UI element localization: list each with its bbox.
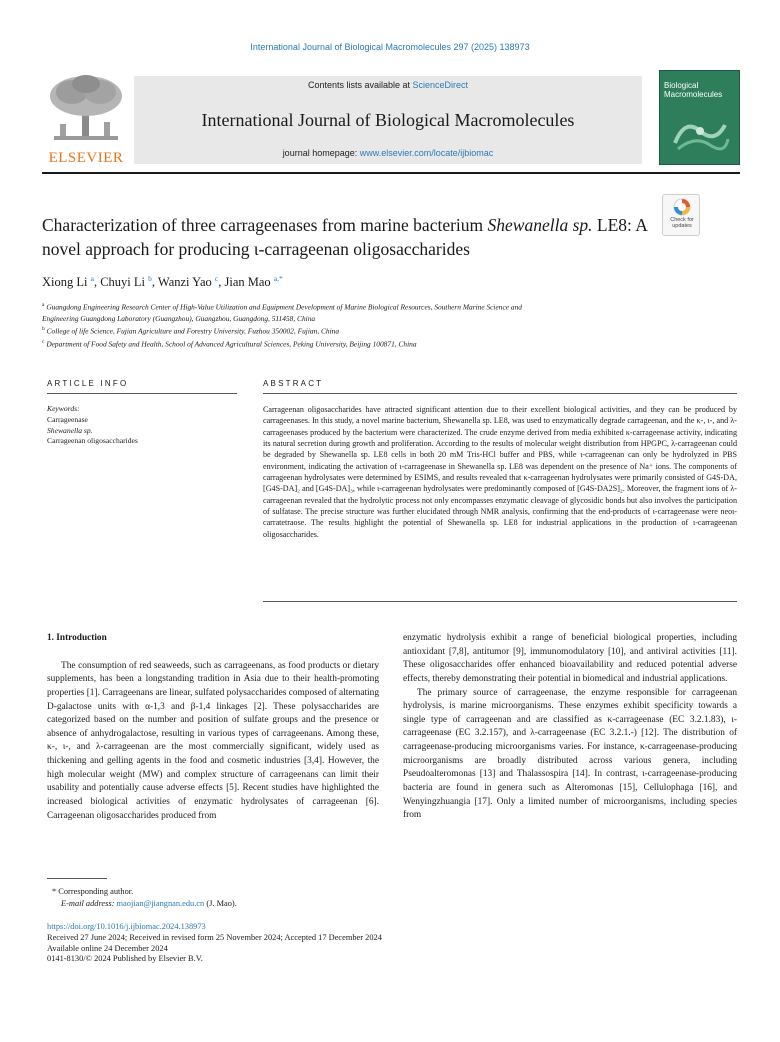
affiliation-mark: a <box>42 302 45 308</box>
author-name[interactable]: Jian Mao <box>224 275 271 290</box>
author-list: Xiong Li $^a$, Chuyi Li $^b$, Wanzi Yao $^c$, Jian Mao $^{a,*}$ <box>42 274 283 290</box>
body-column-right <box>403 632 737 823</box>
article-info-rule <box>47 393 237 394</box>
email-link[interactable]: maojian@jiangnan.edu.cn <box>116 898 205 908</box>
footnotes <box>47 886 737 910</box>
contents-line <box>134 80 642 90</box>
body-column-left <box>47 632 379 823</box>
body-paragraph: The consumption of red seaweeds, such as carrageenans, as food products or dietary supplements, has been a longstanding tradition in Asia due to their health-promoting properties [1]. Carrageenans are linear, sulfated polysaccharides composed of alternating D-galactose units with α-1,3 and β-1,4 linkages [2]. These polysaccharides are categorized based on the number and position of sulfate groups and the presence or absence of anhydrogalactose, resulting in various types of carrageenans. Among these, κ-, ι-, and λ-carrageenan are the most commercially significant, widely used as thickening and gelling agents in the food and cosmetic industries [3,4]. However, the high molecular weight (MW) and complex structure of carrageenans can limit their usability and potentially cause adverse effects [5]. Recent studies have highlighted the increased biological activities of enzymatic hydrolysates of carrageenan [6]. Carrageenan oligosaccharides produced from <box>47 660 379 821</box>
cover-title: Biological Macromolecules <box>664 81 723 99</box>
section-heading: 1. Introduction <box>47 633 107 643</box>
article-info-heading: ARTICLE INFO <box>47 379 129 388</box>
affiliation-text: Engineering Guangdong Laboratory (Guangzhou), Guangzhou, Guangdong, 511458, China <box>42 313 316 323</box>
check-updates-text <box>663 217 701 229</box>
affiliation <box>42 300 732 313</box>
affiliation-text: College of life Science, Fujian Agriculture and Forestry University, Fuzhou 350002, Fujian, China <box>46 326 340 336</box>
journal-cover[interactable] <box>659 70 740 165</box>
abstract-heading: ABSTRACT <box>263 379 324 388</box>
elsevier-tree-icon <box>44 72 128 144</box>
body-paragraph: enzymatic hydrolysis exhibit a range of beneficial biological properties, including antioxidant [7,8], antitumor [9], immunomodulatory [10], and antiviral activities [11]. These oligosaccharides offer enhanced bioavailability and reduced potential adverse effects, thereby demonstrating their potential in biomedical and industrial applications. <box>403 633 737 684</box>
header-rule <box>42 172 740 174</box>
email-label: E-mail address: <box>61 898 117 908</box>
affiliation-mark: c <box>42 339 45 346</box>
email-suffix: (J. Mao). <box>204 898 237 908</box>
keywords-label: Keywords: <box>47 404 80 413</box>
corresponding-note: * Corresponding author. <box>52 887 134 896</box>
available-online: Available online 24 December 2024 <box>47 943 168 953</box>
affiliation-mark: b <box>42 326 45 333</box>
footnote-rule <box>47 878 107 879</box>
author-affiliation-mark[interactable]: a <box>90 274 94 283</box>
keywords-block <box>47 404 237 447</box>
received-dates: Received 27 June 2024; Received in revised form 25 November 2024; Accepted 17 December 2024 <box>47 932 382 942</box>
affiliations <box>42 300 732 350</box>
check-updates-icon <box>673 198 691 216</box>
doi-link[interactable]: https://doi.org/10.1016/j.ijbiomac.2024.138973 <box>47 922 206 931</box>
contents-prefix: Contents lists available at <box>307 80 413 90</box>
author-affiliation-mark[interactable]: c <box>214 274 219 283</box>
sciencedirect-link[interactable]: ScienceDirect <box>412 80 469 90</box>
homepage-prefix: journal homepage: <box>282 148 360 158</box>
elsevier-wordmark: ELSEVIER <box>48 150 124 166</box>
author-name[interactable]: Xiong Li <box>42 275 88 290</box>
article-title <box>42 213 652 261</box>
author-affiliation-mark[interactable]: a,* <box>273 274 283 283</box>
author-name[interactable]: Wanzi Yao <box>157 275 212 290</box>
homepage-line <box>134 148 642 158</box>
affiliation <box>42 337 732 350</box>
author-affiliation-mark[interactable]: b <box>148 274 152 283</box>
journal-title: International Journal of Biological Macromolecules <box>201 110 575 130</box>
homepage-link[interactable]: www.elsevier.com/locate/ijbiomac <box>359 148 494 158</box>
elsevier-logo[interactable] <box>42 70 130 165</box>
author-name[interactable]: Chuyi Li <box>100 275 145 290</box>
corresponding-text: Corresponding author. <box>58 887 134 896</box>
keyword: Shewanella sp. <box>47 425 93 435</box>
email-note <box>47 898 737 910</box>
title-italic: Shewanella sp. <box>487 215 593 235</box>
keyword: Carrageenase <box>47 414 88 424</box>
badge-line1: Check for <box>670 217 694 223</box>
copyright-line: 0141-8130/© 2024 Published by Elsevier B.V. <box>47 954 203 964</box>
journal-banner <box>134 76 642 164</box>
journal-reference[interactable]: International Journal of Biological Macromolecules 297 (2025) 138973 <box>250 42 530 52</box>
title-part2: LE8: A novel approach for producing ι-carrageenan oligosaccharides <box>42 215 647 259</box>
check-for-updates-badge[interactable] <box>662 194 700 236</box>
cover-molecule-icon <box>670 113 730 153</box>
affiliation-text: Guangdong Engineering Research Center of High-Value Utilization and Equipment Development of Marine Biological Resources, Southern Marine Science and <box>46 302 522 312</box>
masthead <box>42 70 740 165</box>
body-paragraph: The primary source of carrageenase, the enzyme responsible for carrageenan hydrolysis, is marine microorganisms. These enzymes exhibit specificity towards a single type of carrageenan and are classified as κ-carrageenase (EC 3.2.1.83), ι-carrageenase (EC 3.2.157), and λ-carrageenase (EC 3.2.1.-) [12]. The distribution of carrageenase-producing microorganisms varies. For instance, κ-carrageenase-producing microorganisms are broadly distributed across various genera, including Pseudoalteromonas [13] and Thalassospira [14]. In contrast, ι-carrageenase-producing bacteria are found in genera such as Alteromonas [15], Cellulophaga [16], and Wenyingzhuangia [17]. Only a limited number of microorganisms, including species from <box>403 687 737 821</box>
affiliation-text: Department of Food Safety and Health, School of Advanced Agricultural Sciences, Peking University, Beijing 100871, China <box>46 339 417 349</box>
publication-info <box>47 922 737 965</box>
affiliation <box>42 324 732 337</box>
affiliation <box>42 313 732 325</box>
abstract-text: Carrageenan oligosaccharides have attracted significant attention due to their excellent biological activities, and they can be produced by carrageenases. In this study, a novel marine bacterium, Shewanella sp. LE8, was used to enzymatically degrade carrageenan, and the κ-, ι-, and λ-carrageenases produced by the bacterium were characterized. The crude enzyme derived from media exhibited κ-carrageenase activity, indicating its natural secretion during growth and proliferation. According to the results of molecular weight distribution from HPGPC, λ-carrageenan could be degraded by Shewanella sp. LE8 cells in both 20 mM Tris-HCl buffer and PBS, while ι-carrageenan can only be hydrolyzed in PBS environment, indicating the activation of ι-carrageenase in Shewanella sp. LE8 was dependent on the presence of Na⁺ ions. The components of carrageenan hydrolysates were determined by ESIMS, and results revealed that κ-carrageenan hydrolysates were primarily consisted of G4S-DA, [G4S-DA]₂ and [G4S-DA]₃, while ι-carrageenan hydrolysates were predominantly composed of [G4S-DA2S]₂. Moreover, the fragment ions of λ-carrageenan revealed that the hydrolytic process not only encompasses enzymatic cleavage of glycosidic bonds but also involves the participation of sulfatase. The precise structure was further elucidated through NMR analysis, confirming that the end-products of ι-carrageenase were neoι-carratetraose. The results highlight the potential of Shewanella sp. LE8 for industrial applications in the production of ι-carrageenan oligosaccharides. <box>263 405 737 539</box>
abstract-bottom-rule <box>263 601 737 602</box>
abstract-rule <box>263 393 737 394</box>
title-part1: Characterization of three carrageenases from marine bacterium <box>42 215 488 235</box>
keyword: Carrageenan oligosaccharides <box>47 436 138 446</box>
badge-line2: updates <box>672 223 692 229</box>
